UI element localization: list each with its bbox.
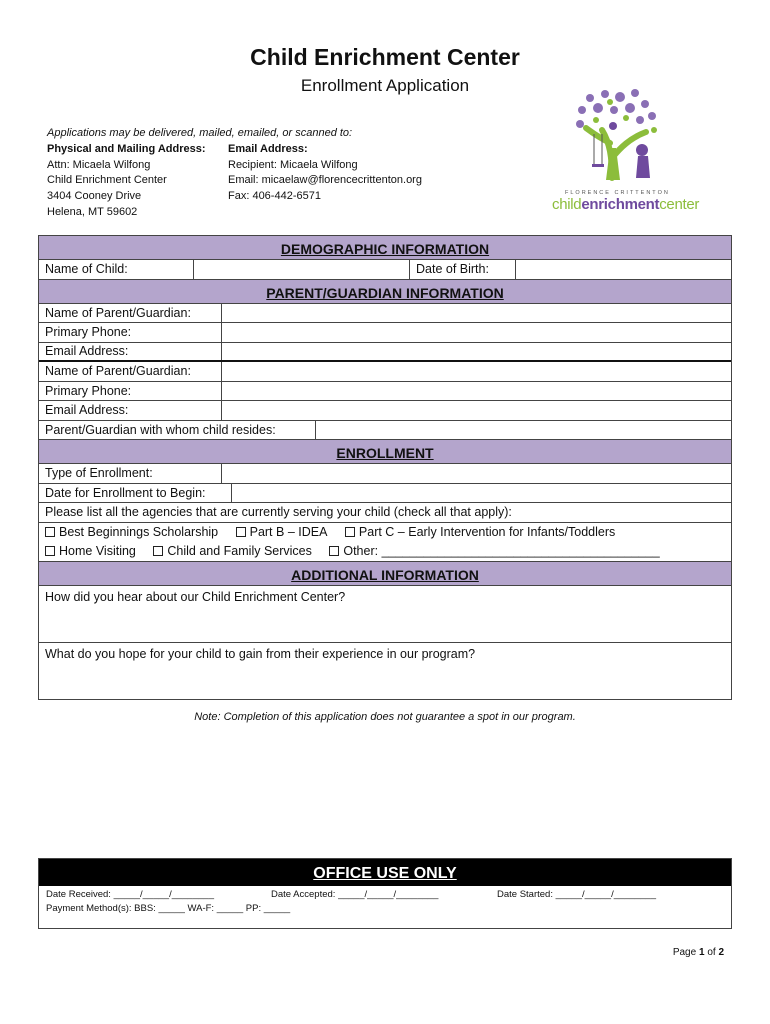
date-accepted: Date Accepted: _____/_____/________: [271, 889, 439, 900]
enrollment-date-field[interactable]: [231, 484, 731, 503]
parent-name-label: Name of Parent/Guardian:: [45, 305, 191, 320]
mail-line: Attn: Micaela Wilfong: [47, 158, 151, 171]
office-use-box: [38, 858, 732, 929]
disclaimer-note: Note: Completion of this application does not guarantee a spot in our program.: [194, 711, 576, 723]
agencies-prompt-row: [39, 503, 731, 523]
checkbox-icon[interactable]: [345, 527, 355, 537]
mail-line: 3404 Cooney Drive: [47, 190, 142, 203]
parent1-name-row: [39, 304, 731, 324]
section-heading-demographic: DEMOGRAPHIC INFORMATION: [39, 236, 731, 260]
checkbox-icon[interactable]: [153, 546, 163, 556]
option-other[interactable]: Other: ________________________________________: [329, 544, 659, 558]
email-label: Email Address:: [45, 403, 129, 418]
parent-name-label: Name of Parent/Guardian:: [45, 364, 191, 379]
option-child-family-services[interactable]: Child and Family Services: [153, 544, 312, 558]
email-line: Fax: 406-442-6571: [228, 190, 321, 203]
resides-field[interactable]: [315, 421, 731, 440]
mail-line: Child Enrichment Center: [47, 174, 167, 187]
phone-label: Primary Phone:: [45, 383, 132, 398]
checkbox-icon[interactable]: [329, 546, 339, 556]
delivery-intro: Applications may be delivered, mailed, emailed, or scanned to:: [47, 127, 353, 139]
parent2-email-field[interactable]: [221, 401, 731, 420]
parent1-email-row: [39, 343, 731, 363]
agencies-options-row-2: [39, 542, 731, 562]
parent1-phone-row: [39, 323, 731, 343]
resides-row: [39, 421, 731, 441]
option-part-b[interactable]: Part B – IDEA: [236, 525, 328, 539]
checkbox-icon[interactable]: [45, 546, 55, 556]
enrollment-type-label: Type of Enrollment:: [45, 466, 153, 481]
question-hope-to-gain-label: What do you hope for your child to gain from their experience in our program?: [45, 646, 476, 661]
email-address: [228, 142, 422, 221]
parent2-phone-field[interactable]: [221, 382, 731, 401]
checkbox-icon[interactable]: [45, 527, 55, 537]
parent2-name-row: [39, 362, 731, 382]
email-line: Recipient: Micaela Wilfong: [228, 158, 358, 171]
delivery-info: [47, 126, 422, 221]
mail-line: Helena, MT 59602: [47, 205, 138, 218]
office-use-heading: OFFICE USE ONLY: [39, 859, 731, 886]
question-hope-to-gain[interactable]: [39, 643, 731, 700]
option-part-c[interactable]: Part C – Early Intervention for Infants/Toddlers: [345, 525, 615, 539]
page-title: Child Enrichment Center: [250, 44, 520, 70]
mailing-heading: Physical and Mailing Address:: [47, 142, 206, 155]
section-heading-parent: PARENT/GUARDIAN INFORMATION: [39, 280, 731, 304]
enrollment-date-label: Date for Enrollment to Begin:: [45, 485, 206, 500]
child-name-label: Name of Child:: [45, 262, 128, 277]
section-heading-additional: ADDITIONAL INFORMATION: [39, 562, 731, 586]
question-hear-about[interactable]: [39, 586, 731, 643]
parent2-phone-row: [39, 382, 731, 402]
parent1-name-field[interactable]: [221, 304, 731, 323]
phone-label: Primary Phone:: [45, 325, 132, 340]
mailing-address: [47, 142, 228, 221]
page-subtitle: Enrollment Application: [300, 76, 470, 95]
date-started: Date Started: _____/_____/________: [497, 889, 656, 900]
child-row: [39, 260, 731, 280]
parent2-name-field[interactable]: [221, 362, 731, 381]
option-best-beginnings[interactable]: Best Beginnings Scholarship: [45, 525, 218, 539]
logo-org-name: FLORENCE CRITTENTON: [565, 190, 670, 196]
agencies-prompt: Please list all the agencies that are currently serving your child (check all that apply):: [45, 505, 512, 520]
email-line: Email: micaelaw@florencecrittenton.org: [228, 174, 422, 187]
parent2-email-row: [39, 401, 731, 421]
enrollment-form: [38, 235, 732, 700]
section-heading-enrollment: ENROLLMENT: [39, 440, 731, 464]
date-received: Date Received: _____/_____/________: [46, 889, 214, 900]
resides-label: Parent/Guardian with whom child resides:: [45, 422, 276, 437]
enrollment-type-field[interactable]: [221, 464, 731, 483]
child-name-field[interactable]: [193, 260, 409, 279]
parent1-phone-field[interactable]: [221, 323, 731, 342]
agencies-options-row-1: [39, 523, 731, 543]
logo-wordmark: childenrichmentcenter: [552, 196, 700, 213]
option-home-visiting[interactable]: Home Visiting: [45, 544, 136, 558]
parent1-email-field[interactable]: [221, 343, 731, 361]
email-heading: Email Address:: [228, 142, 308, 155]
page-number: Page 1 of 2: [672, 947, 724, 958]
dob-label: Date of Birth:: [409, 260, 515, 279]
enrollment-type-row: [39, 464, 731, 484]
question-hear-about-label: How did you hear about our Child Enrichment Center?: [45, 589, 346, 604]
email-label: Email Address:: [45, 344, 129, 359]
payment-methods: Payment Method(s): BBS: _____ WA-F: _____ PP: _____: [46, 903, 291, 914]
checkbox-icon[interactable]: [236, 527, 246, 537]
dob-field[interactable]: [515, 260, 731, 279]
enrollment-date-row: [39, 484, 731, 504]
